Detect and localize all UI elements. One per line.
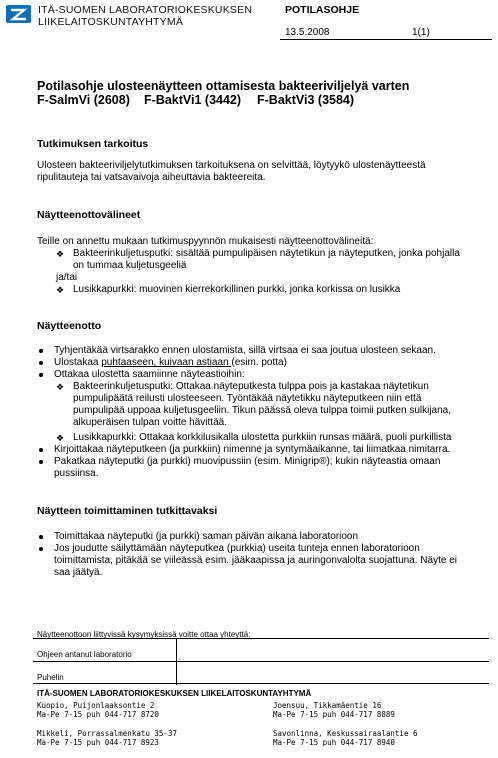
table-cell-label: Puhelin — [37, 673, 64, 682]
sampling-step-underlined: puhtaaseen, kuivaan astiaan — [101, 357, 232, 368]
equipment-item: on tummaa kuljetusgeeliä — [73, 260, 187, 271]
sampling-step-text: (esim. potta) — [231, 357, 287, 368]
document-type: POTILASOHJE — [285, 4, 360, 16]
contact-label: Näytteenottoon liittyvissä kysymyksissä voitte ottaa yhteyttä: — [37, 630, 251, 639]
diamond-bullet-icon: ❖ — [56, 382, 65, 392]
sampling-step — [54, 357, 287, 369]
footer-hours-line: Ma-Pe 7-15 puh 044-717 8923 — [37, 738, 159, 747]
page-number: 1(1) — [412, 27, 430, 38]
sampling-substep: alkuperäisen tulpan voitte hävittää. — [73, 417, 227, 428]
footer-address-mikkeli — [37, 729, 177, 747]
bullet-icon — [39, 448, 43, 452]
test-codes — [37, 93, 477, 108]
organization-name — [38, 4, 252, 28]
sampling-substep: Bakteerinkuljetusputki: Ottakaa näyteputkesta tulppa pois ja kastakaa näytetikun — [73, 381, 429, 392]
section-heading-delivery: Näytteen toimittaminen tutkittavaksi — [37, 505, 218, 517]
section-heading-equipment: Näytteenottovälineet — [37, 209, 141, 221]
document-title: Potilasohje ulosteenäytteen ottamisesta bakteeriviljelyä varten — [37, 79, 410, 93]
bullet-icon — [39, 535, 43, 539]
footer-address-line: Mikkeli, Porrassalmenkatu 35-37 — [37, 729, 177, 738]
footer-address-kuopio — [37, 701, 159, 719]
bullet-icon — [39, 460, 43, 464]
organization-logo — [5, 3, 32, 25]
sampling-substep: Lusikkapurkki: Ottakaa korkkilusikalla ulostetta purkkiin runsas määrä, puoli purkillista — [73, 432, 452, 443]
purpose-text: ripulitauteja tai vatsavaivoja aiheuttavia bakteereita. — [37, 172, 266, 183]
purpose-text: Ulosteen bakteeriviljelytutkimuksen tarkoituksena on selvittää, löytyykö ulostenäytteestä — [37, 160, 426, 171]
test-code: F-BaktVi3 (3584) — [257, 93, 355, 107]
test-code: F-SalmVi (2608) — [37, 93, 130, 107]
sampling-step: Ottakaa ulostetta saamiinne näyteastioihin: — [54, 369, 245, 380]
section-heading-sampling: Näytteenotto — [37, 320, 102, 332]
bullet-icon — [39, 349, 43, 353]
contact-table — [33, 638, 489, 684]
sampling-step: Kirjoittakaa näyteputkeen (ja purkkiin) nimenne ja syntymäaikanne, tai liimatkaa nimitarra. — [54, 444, 451, 455]
sampling-step: Tyhjentäkää virtsarakko ennen ulostamista, sillä virtsaa ei saa joutua ulosteen sekaan. — [54, 345, 436, 356]
footer-address-savonlinna — [273, 729, 418, 747]
footer-address-line: Joensuu, Tikkamäentie 16 — [273, 701, 382, 710]
footer-address-line: Kuopio, Puijonlaaksontie 2 — [37, 701, 155, 710]
table-cell-label: Ohjeen antanut laboratorio — [37, 650, 132, 659]
section-heading-purpose: Tutkimuksen tarkoitus — [37, 138, 149, 150]
footer-organization: ITÄ-SUOMEN LABORATORIOKESKUKSEN LIIKELAITOSKUNTAYHTYMÄ — [37, 689, 312, 698]
bullet-icon — [39, 547, 43, 551]
delivery-step: saa jäätyä. — [54, 567, 103, 578]
diamond-bullet-icon: ❖ — [56, 249, 65, 259]
table-row — [33, 639, 489, 662]
footer-hours-line: Ma-Pe 7-15 puh 044-717 8940 — [273, 738, 395, 747]
footer-address-line: Savonlinna, Keskussairaalantie 6 — [273, 729, 418, 738]
test-code: F-BaktVi1 (3442) — [144, 93, 242, 107]
bullet-icon — [39, 361, 43, 365]
delivery-step: Jos joudutte säilyttämään näyteputkea (purkkia) useita tunteja ennen laboratorioon — [54, 543, 420, 554]
footer-address-joensuu — [273, 701, 395, 719]
document-date: 13.5.2008 — [285, 27, 330, 38]
equipment-or: ja/tai — [56, 272, 78, 283]
equipment-item: Lusikkapurkki: muovinen kierrekorkillinen purkki, jonka korkissa on lusikka — [73, 284, 401, 295]
sampling-step: Pakatkaa näyteputki (ja purkki) muovipussiin (esim. Minigrip®); kukin näyteastia omaan — [54, 456, 441, 467]
organization-name-line2: LIIKELAITOSKUNTAYHTYMÄ — [38, 16, 184, 28]
sampling-step-text: Ulostakaa — [54, 357, 102, 368]
equipment-item: Bakteerinkuljetusputki: sisältää pumpulipäisen näytetikun ja näyteputken, jonka pohjalla — [73, 248, 460, 259]
footer-hours-line: Ma-Pe 7-15 puh 044-717 8720 — [37, 710, 159, 719]
equipment-intro: Teille on annettu mukaan tutkimuspyynnön mukaisesti näytteenottovälineitä: — [37, 236, 374, 247]
sampling-substep: pumpulipäätä reilusti ulosteeseen. Työntäkää näytetikku näyteputkeen niin että — [73, 393, 422, 404]
bullet-icon — [39, 373, 43, 377]
diamond-bullet-icon: ❖ — [56, 285, 65, 295]
delivery-step: Toimittakaa näyteputki (ja purkki) saman päivän aikana laboratorioon — [54, 531, 359, 542]
footer-hours-line: Ma-Pe 7-15 puh 044-717 8889 — [273, 710, 395, 719]
table-cell-value — [176, 662, 489, 685]
diamond-bullet-icon: ❖ — [56, 433, 65, 443]
organization-name-line1: ITÄ-SUOMEN LABORATORIOKESKUKSEN — [38, 4, 253, 16]
table-row — [33, 662, 489, 685]
sampling-substep: pumpulipää uppoaa kuljetusgeeliin. Tikun päässä oleva tulppa toimii putken sulkijana, — [73, 405, 452, 416]
sampling-step: pussiinsa. — [54, 468, 99, 479]
delivery-step: toimittamista, pitäkää se viileässä esim. jääkaapissa ja auringonvalolta suojattuna. Näyte ei — [54, 555, 457, 566]
table-cell-value — [176, 639, 489, 661]
header-divider — [280, 39, 492, 40]
